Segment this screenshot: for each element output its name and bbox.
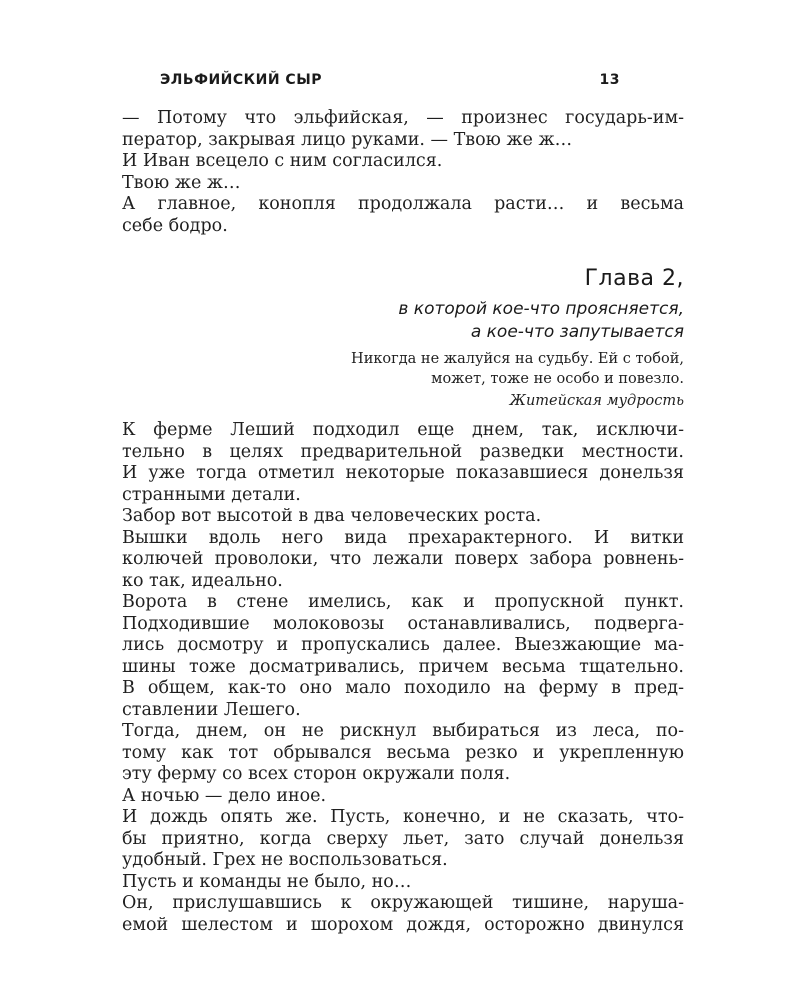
book-title: ЭЛЬФИЙСКИЙ СЫР xyxy=(160,72,322,88)
text-line: И Иван всецело с ним согласился. xyxy=(122,151,443,171)
text-line: лись досмотру и пропускались далее. Выезжающие ма- xyxy=(122,635,684,655)
epigraph-line: может, тоже не особо и повезло. xyxy=(431,371,684,387)
text-line: К ферме Леший подходил еще днем, так, исключи- xyxy=(122,420,684,440)
main-text xyxy=(122,420,684,936)
text-line: Пусть и команды не было, но… xyxy=(122,871,412,892)
running-head xyxy=(160,72,620,92)
text-line: бы приятно, когда сверху льет, зато случай донельзя xyxy=(122,828,684,849)
chapter-subtitle-line: в которой кое-что проясняется, xyxy=(398,299,684,319)
epigraph-source: Житейская мудрость xyxy=(509,393,684,409)
intro-text xyxy=(122,108,684,237)
text-line: ператор, закрывая лицо руками. — Твою же ж… xyxy=(122,129,573,150)
text-line: тому как тот обрывался весьма резко и укрепленную xyxy=(122,742,684,763)
text-line: ко так, идеально. xyxy=(122,570,283,591)
text-line: тельно в целях предварительной разведки местности. xyxy=(122,441,684,462)
text-line: А главное, конопля продолжала расти… и весьма xyxy=(122,194,684,214)
text-line: — Потому что эльфийская, — произнес государь-им- xyxy=(122,108,684,128)
text-line: шины тоже досматривались, причем весьма тщательно. xyxy=(122,656,684,677)
text-line: Подходившие молоковозы останавливались, подверга- xyxy=(122,613,684,634)
text-line: себе бодро. xyxy=(122,215,228,236)
text-line: удобный. Грех не воспользоваться. xyxy=(122,850,448,870)
text-line: емой шелестом и шорохом дождя, осторожно двинулся xyxy=(122,914,684,935)
page-number: 13 xyxy=(599,72,620,88)
text-line: И дождь опять же. Пусть, конечно, и не сказать, что- xyxy=(122,807,684,827)
chapter-subtitle-line: а кое-что запутывается xyxy=(470,322,684,342)
text-line: Тогда, днем, он не рискнул выбираться из леса, по- xyxy=(122,721,684,741)
text-line: колючей проволоки, что лежали поверх забора ровнень- xyxy=(122,549,684,569)
chapter-subtitle xyxy=(122,298,684,344)
epigraph-line: Никогда не жалуйся на судьбу. Ей с тобой, xyxy=(351,351,684,367)
text-line: Забор вот высотой в два человеческих роста. xyxy=(122,506,542,526)
text-line: странными детали. xyxy=(122,484,301,505)
text-line: эту ферму со всех сторон окружали поля. xyxy=(122,764,511,784)
text-line: И уже тогда отметил некоторые показавшиеся донельзя xyxy=(122,463,684,483)
text-line: Ворота в стене имелись, как и пропускной пункт. xyxy=(122,592,684,612)
chapter-number: Глава 2, xyxy=(584,266,684,291)
text-line: Он, прислушавшись к окружающей тишине, наруша- xyxy=(122,893,684,913)
text-line: А ночью — дело иное. xyxy=(122,785,327,806)
text-line: ставлении Лешего. xyxy=(122,699,301,720)
text-line: Твою же ж… xyxy=(122,172,241,193)
text-line: В общем, как-то оно мало походило на ферму в пред- xyxy=(122,678,684,698)
epigraph xyxy=(122,349,684,411)
text-line: Вышки вдоль него вида прехарактерного. И витки xyxy=(122,527,684,548)
